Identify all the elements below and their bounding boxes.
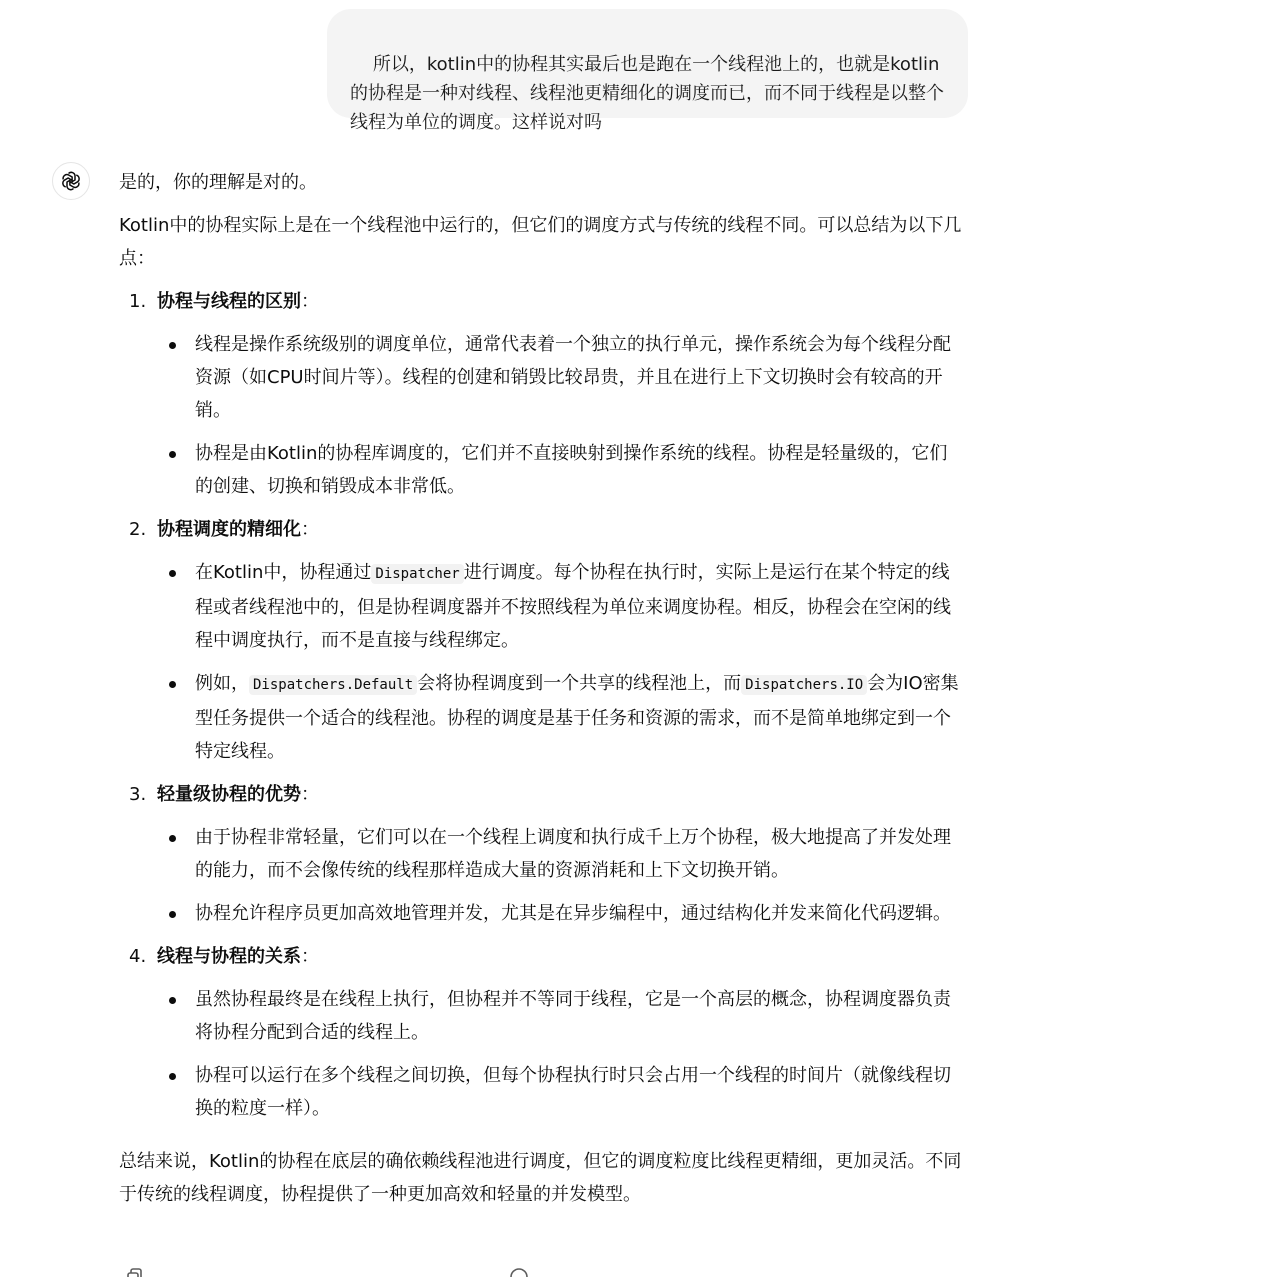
- user-message-text: 所以，kotlin中的协程其实最后也是跑在一个线程池上的，也就是kotlin的协程是一种对线程、线程池更精细化的调度而已，而不同于线程是以整个线程为单位的调度。这样说对吗: [350, 54, 944, 133]
- sub-list: [157, 983, 964, 1125]
- sub-list: [157, 328, 964, 503]
- sub-list: [157, 556, 964, 768]
- point-number: 3.: [129, 784, 147, 805]
- sub-list: [157, 821, 964, 930]
- bullet-icon: [169, 681, 176, 688]
- sub-item-text-pre: 例如，: [195, 673, 249, 694]
- bullet-icon: [169, 997, 176, 1004]
- inline-code-dispatcher: Dispatcher: [371, 564, 463, 584]
- point-number: 4.: [129, 946, 147, 967]
- inline-code-dispatchers-io: Dispatchers.IO: [741, 675, 867, 695]
- sub-item-text: 协程允许程序员更加高效地管理并发，尤其是在异步编程中，通过结构化并发来简化代码逻辑。: [195, 903, 951, 924]
- sub-item-text: 线程是操作系统级别的调度单位，通常代表着一个独立的执行单元，操作系统会为每个线程分配资源（如CPU时间片等）。线程的创建和销毁比较昂贵，并且在进行上下文切换时会有较高的开销。: [195, 334, 951, 421]
- point-number: 2.: [129, 519, 147, 540]
- point-colon: ：: [301, 519, 319, 540]
- sub-item: [157, 328, 964, 427]
- point-colon: ：: [301, 946, 319, 967]
- bullet-icon: [169, 835, 176, 842]
- user-message-bubble: [327, 9, 968, 133]
- openai-logo-icon: [59, 169, 83, 193]
- assistant-message: [119, 166, 964, 1211]
- point-item: [119, 513, 964, 768]
- sub-item: [157, 667, 964, 768]
- sub-item-text-mid: 会将协程调度到一个共享的线程池上，而: [417, 673, 742, 694]
- sub-item-text: 由于协程非常轻量，它们可以在一个线程上调度和执行成千上万个协程，极大地提高了并发处理的能力，而不会像传统的线程那样造成大量的资源消耗和上下文切换开销。: [195, 827, 951, 881]
- bullet-icon: [169, 570, 176, 577]
- sub-item-text-post: 会为IO密集型任务提供一个适合的线程池。协程的调度是基于任务和资源的需求，而不是简单地绑定到一个特定线程。: [195, 673, 959, 762]
- regenerate-icon[interactable]: [510, 1268, 528, 1277]
- sub-item-text: 虽然协程最终是在线程上执行，但协程并不等同于线程，它是一个高层的概念，协程调度器负责将协程分配到合适的线程上。: [195, 989, 951, 1043]
- assistant-lead: Kotlin中的协程实际上是在一个线程池中运行的，但它们的调度方式与传统的线程不同。可以总结为以下几点：: [119, 215, 962, 269]
- sub-item: [157, 556, 964, 657]
- copy-icon[interactable]: [126, 1268, 144, 1277]
- sub-item-text: 协程是由Kotlin的协程库调度的，它们并不直接映射到操作系统的线程。协程是轻量级的，它们的创建、切换和销毁成本非常低。: [195, 443, 948, 497]
- point-colon: ：: [301, 291, 319, 312]
- sub-item-text-pre: 在Kotlin中，协程通过: [195, 562, 372, 583]
- sub-item: [157, 1059, 964, 1125]
- sub-item: [157, 437, 964, 503]
- bullet-icon: [169, 342, 176, 349]
- point-item: [119, 778, 964, 930]
- bullet-icon: [169, 911, 176, 918]
- assistant-intro: 是的，你的理解是对的。: [119, 172, 317, 193]
- sub-item: [157, 821, 964, 887]
- point-number: 1.: [129, 291, 147, 312]
- point-title: 协程调度的精细化: [157, 519, 301, 540]
- bullet-icon: [169, 1073, 176, 1080]
- inline-code-dispatchers-default: Dispatchers.Default: [249, 675, 417, 695]
- point-colon: ：: [301, 784, 319, 805]
- assistant-summary: 总结来说，Kotlin的协程在底层的确依赖线程池进行调度，但它的调度粒度比线程更精细，更加灵活。不同于传统的线程调度，协程提供了一种更加高效和轻量的并发模型。: [119, 1151, 962, 1205]
- point-title: 线程与协程的关系: [157, 946, 301, 967]
- sub-item-text-post: 进行调度。每个协程在执行时，实际上是运行在某个特定的线程或者线程池中的，但是协程调度器并不按照线程为单位来调度协程。相反，协程会在空闲的线程中调度执行，而不是直接与线程绑定。: [195, 562, 951, 651]
- point-title: 协程与线程的区别: [157, 291, 301, 312]
- assistant-avatar: [52, 162, 90, 200]
- sub-item-text: 协程可以运行在多个线程之间切换，但每个协程执行时只会占用一个线程的时间片（就像线程切换的粒度一样）。: [195, 1065, 951, 1119]
- point-item: [119, 940, 964, 1125]
- point-title: 轻量级协程的优势: [157, 784, 301, 805]
- sub-item: [157, 897, 964, 930]
- bullet-icon: [169, 451, 176, 458]
- point-item: [119, 285, 964, 503]
- sub-item: [157, 983, 964, 1049]
- points-list: [119, 285, 964, 1125]
